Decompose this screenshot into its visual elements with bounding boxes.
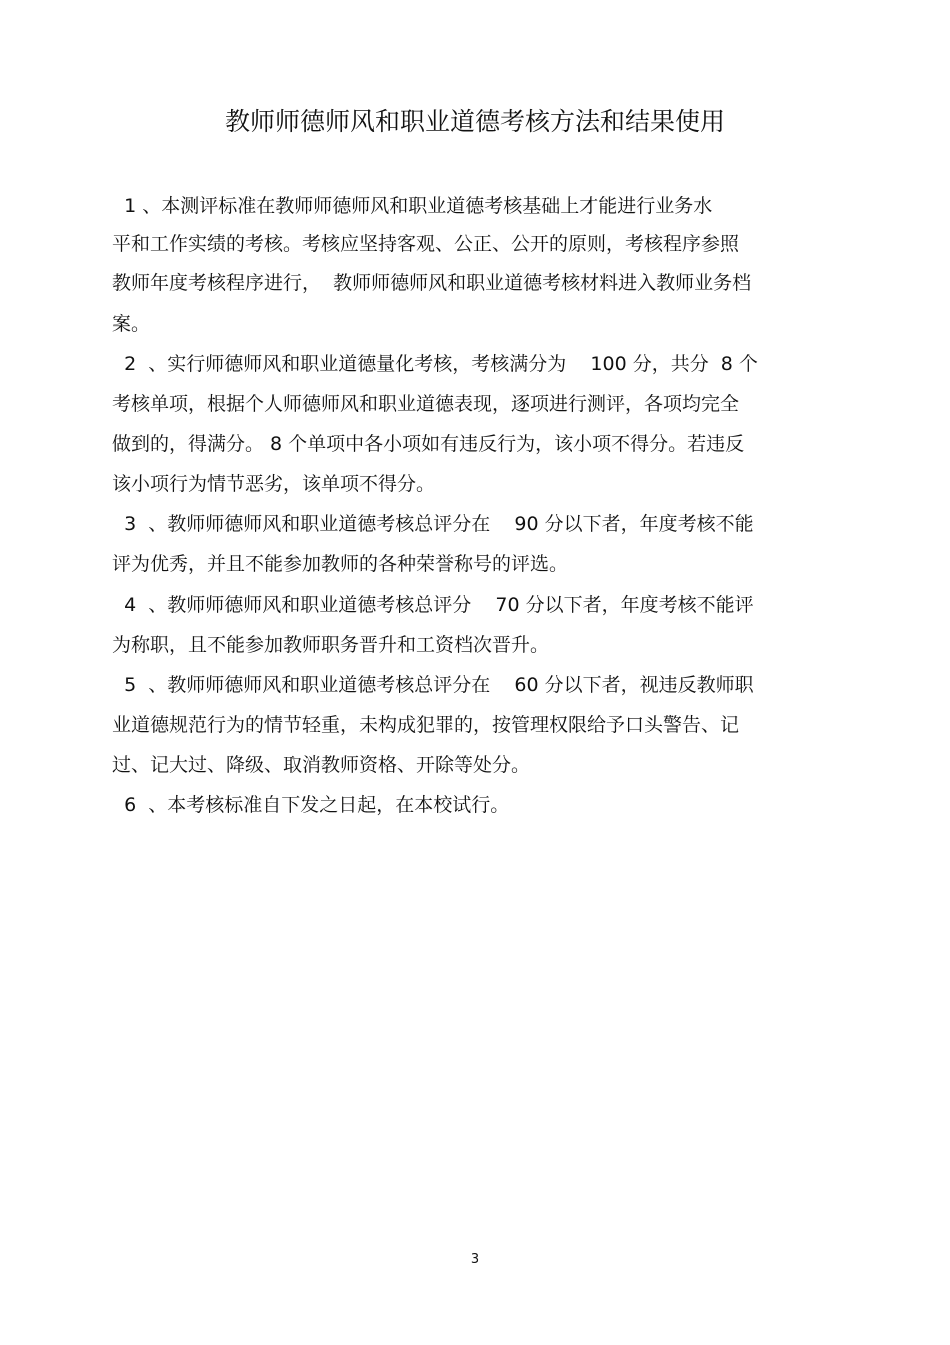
text-line-12: 为称职，且不能参加教师职务晋升和工资档次晋升。 — [112, 634, 550, 656]
text-line-15: 过、记大过、降级、取消教师资格、开除等处分。 — [112, 754, 531, 776]
text-line-16: 6 、本考核标准自下发之日起，在本校试行。 — [112, 794, 510, 816]
text-line-6: 考核单项，根据个人师德师风和职业道德表现，逐项进行测评，各项均完全 — [112, 393, 740, 415]
text-line-14: 业道德规范行为的情节轻重，未构成犯罪的，按管理权限给予口头警告、记 — [112, 714, 740, 736]
document-title: 教师师德师风和职业道德考核方法和结果使用 — [224, 107, 725, 136]
page-number: 3 — [470, 1252, 480, 1267]
text-line-5: 2 、实行师德师风和职业道德量化考核，考核满分为 100 分，共分 8 个 — [112, 353, 758, 375]
text-line-8: 该小项行为情节恶劣，该单项不得分。 — [112, 473, 436, 495]
text-line-7: 做到的，得满分。 8 个单项中各小项如有违反行为，该小项不得分。若违反 — [112, 433, 745, 455]
text-line-1: 1 、本测评标准在教师师德师风和职业道德考核基础上才能进行业务水 — [112, 195, 713, 217]
text-line-13: 5 、教师师德师风和职业道德考核总评分在 60 分以下者，视违反教师职 — [112, 674, 754, 696]
text-line-3: 教师年度考核程序进行， 教师师德师风和职业道德考核材料进入教师业务档 — [112, 272, 752, 294]
text-line-2: 平和工作实绩的考核。考核应坚持客观、公正、公开的原则，考核程序参照 — [112, 233, 740, 255]
text-line-10: 评为优秀，并且不能参加教师的各种荣誉称号的评选。 — [112, 553, 569, 575]
text-line-11: 4 、教师师德师风和职业道德考核总评分 70 分以下者，年度考核不能评 — [112, 594, 754, 616]
text-line-9: 3 、教师师德师风和职业道德考核总评分在 90 分以下者，年度考核不能 — [112, 513, 754, 535]
text-line-4: 案。 — [112, 313, 151, 335]
